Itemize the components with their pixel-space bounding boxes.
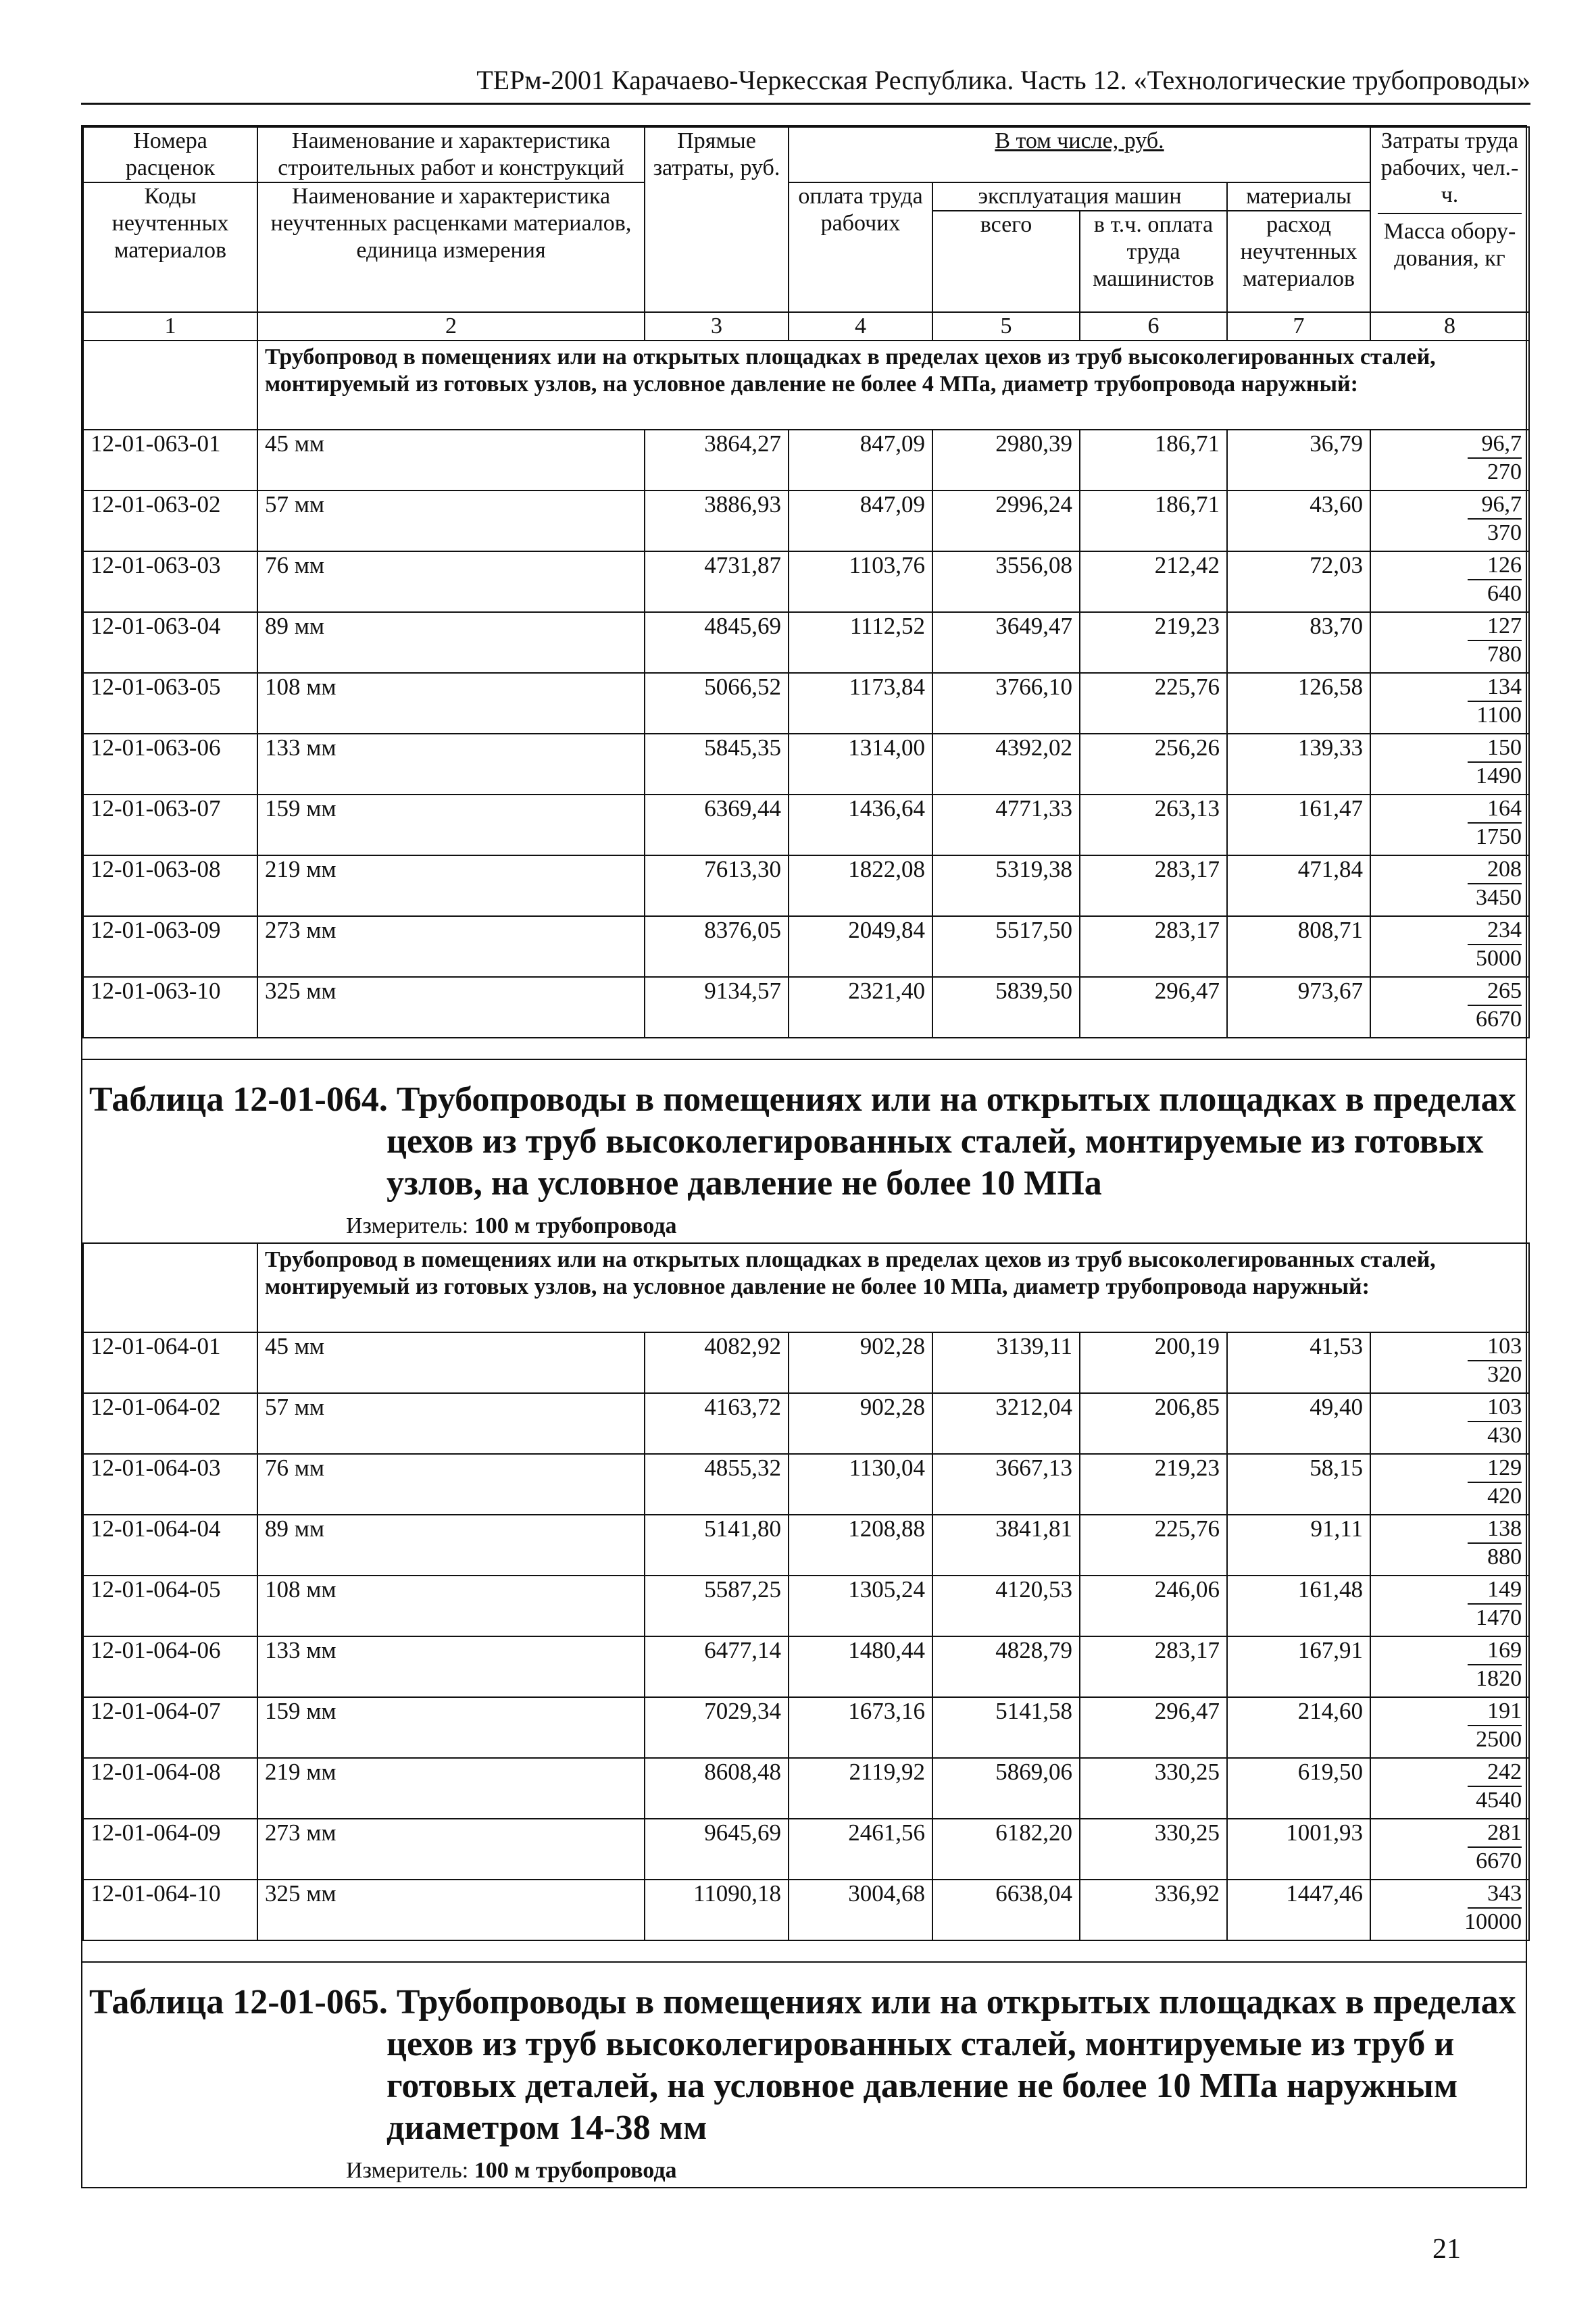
materials: 83,70 <box>1227 612 1370 673</box>
labor-pay: 902,28 <box>789 1393 932 1454</box>
header-col2-bottom: Наименование и характеристика неучтенных расценками материалов, единица измерения <box>257 182 645 312</box>
rate-code: 12-01-064-10 <box>83 1880 257 1940</box>
section-063 <box>83 341 1529 1038</box>
materials: 161,48 <box>1227 1576 1370 1636</box>
direct-costs: 3886,93 <box>645 491 789 551</box>
labor-hours-and-mass <box>1370 430 1529 491</box>
direct-costs: 5141,80 <box>645 1515 789 1576</box>
table-row <box>83 430 1529 491</box>
machines-labor: 246,06 <box>1080 1576 1227 1636</box>
rate-code: 12-01-064-07 <box>83 1697 257 1758</box>
table-row <box>83 734 1529 795</box>
equipment-mass: 320 <box>1487 1362 1522 1387</box>
machines-labor: 206,85 <box>1080 1393 1227 1454</box>
header-incl: В том числе, руб. <box>789 127 1370 182</box>
table-row <box>83 855 1529 916</box>
equipment-mass: 6670 <box>1476 1848 1522 1873</box>
machines-labor: 219,23 <box>1080 612 1227 673</box>
rate-code: 12-01-063-07 <box>83 795 257 855</box>
labor-hours-and-mass <box>1370 1697 1529 1758</box>
machines-labor: 212,42 <box>1080 551 1227 612</box>
materials: 214,60 <box>1227 1697 1370 1758</box>
column-number: 3 <box>645 312 789 341</box>
item-name: 89 мм <box>257 612 645 673</box>
materials: 36,79 <box>1227 430 1370 491</box>
item-name: 76 мм <box>257 1454 645 1515</box>
machines-labor: 283,17 <box>1080 916 1227 977</box>
machines-labor: 296,47 <box>1080 1697 1227 1758</box>
column-number: 1 <box>83 312 257 341</box>
labor-hours-and-mass <box>1370 491 1529 551</box>
direct-costs: 6477,14 <box>645 1636 789 1697</box>
materials: 1001,93 <box>1227 1819 1370 1880</box>
materials: 161,47 <box>1227 795 1370 855</box>
machines-total: 5319,38 <box>932 855 1080 916</box>
direct-costs: 9645,69 <box>645 1819 789 1880</box>
table-title-first: Трубопроводы в помещениях или на открытых площадках в пределах <box>396 1080 1516 1119</box>
machines-labor: 330,25 <box>1080 1758 1227 1819</box>
measure-value: 100 м трубопровода <box>474 2158 677 2183</box>
machines-labor: 219,23 <box>1080 1454 1227 1515</box>
labor-hours-and-mass <box>1370 855 1529 916</box>
direct-costs: 3864,27 <box>645 430 789 491</box>
page-number: 21 <box>1432 2234 1461 2265</box>
labor-hours-and-mass <box>1370 551 1529 612</box>
header-mass: Масса обору-дования, кг <box>1383 219 1516 271</box>
item-name: 76 мм <box>257 551 645 612</box>
equipment-mass: 1470 <box>1476 1605 1522 1630</box>
labor-hours: 134 <box>1468 674 1522 702</box>
equipment-mass: 780 <box>1487 642 1522 667</box>
labor-hours: 129 <box>1468 1455 1522 1483</box>
table-label: Таблица 12-01-065. <box>89 1983 388 2021</box>
header-materials-sub: расход неучтенных материалов <box>1227 211 1370 312</box>
materials: 49,40 <box>1227 1393 1370 1454</box>
item-name: 219 мм <box>257 855 645 916</box>
labor-hours: 138 <box>1468 1515 1522 1544</box>
labor-hours-and-mass <box>1370 1454 1529 1515</box>
labor-pay: 3004,68 <box>789 1880 932 1940</box>
section-blank <box>83 341 257 430</box>
machines-total: 5839,50 <box>932 977 1080 1038</box>
equipment-mass: 5000 <box>1476 946 1522 971</box>
machines-total: 4771,33 <box>932 795 1080 855</box>
header-labor-mass <box>1370 127 1529 312</box>
table-row <box>83 1393 1529 1454</box>
machines-labor: 283,17 <box>1080 855 1227 916</box>
item-name: 57 мм <box>257 1393 645 1454</box>
materials: 91,11 <box>1227 1515 1370 1576</box>
materials: 126,58 <box>1227 673 1370 734</box>
direct-costs: 8608,48 <box>645 1758 789 1819</box>
header-col1-bottom: Коды неучтенных материалов <box>83 182 257 312</box>
column-number: 8 <box>1370 312 1529 341</box>
table-row <box>83 1636 1529 1697</box>
header-materials: материалы <box>1227 182 1370 211</box>
table-title <box>82 1059 1526 1205</box>
machines-labor: 200,19 <box>1080 1332 1227 1393</box>
machines-total: 4828,79 <box>932 1636 1080 1697</box>
table-title <box>82 1961 1526 2149</box>
equipment-mass: 420 <box>1487 1484 1522 1509</box>
direct-costs: 7029,34 <box>645 1697 789 1758</box>
machines-labor: 336,92 <box>1080 1880 1227 1940</box>
item-name: 159 мм <box>257 1697 645 1758</box>
rate-code: 12-01-064-09 <box>83 1819 257 1880</box>
labor-hours: 103 <box>1468 1394 1522 1422</box>
direct-costs: 8376,05 <box>645 916 789 977</box>
direct-costs: 9134,57 <box>645 977 789 1038</box>
header-machines: эксплуатация машин <box>932 182 1227 211</box>
materials: 139,33 <box>1227 734 1370 795</box>
item-name: 108 мм <box>257 1576 645 1636</box>
equipment-mass: 2500 <box>1476 1727 1522 1752</box>
rate-code: 12-01-064-06 <box>83 1636 257 1697</box>
labor-hours: 103 <box>1468 1333 1522 1361</box>
column-number: 4 <box>789 312 932 341</box>
direct-costs: 4163,72 <box>645 1393 789 1454</box>
rate-code: 12-01-063-05 <box>83 673 257 734</box>
header-labor-costs: Затраты труда рабочих, чел.-ч. <box>1378 128 1522 214</box>
rate-code: 12-01-064-01 <box>83 1332 257 1393</box>
measure-label: Измеритель: <box>346 2158 469 2183</box>
item-name: 219 мм <box>257 1758 645 1819</box>
labor-hours: 96,7 <box>1468 491 1522 520</box>
direct-costs: 5587,25 <box>645 1576 789 1636</box>
labor-pay: 1673,16 <box>789 1697 932 1758</box>
item-name: 325 мм <box>257 1880 645 1940</box>
labor-hours-and-mass <box>1370 673 1529 734</box>
table-row <box>83 977 1529 1038</box>
section-title: Трубопровод в помещениях или на открытых площадках в пределах цехов из труб высоколегированных сталей, монтируемый из готовых узлов, на условное давление не более 10 МПа, диаметр трубопровода наружный: <box>257 1243 1529 1332</box>
labor-hours-and-mass <box>1370 1576 1529 1636</box>
table-row <box>83 795 1529 855</box>
direct-costs: 4855,32 <box>645 1454 789 1515</box>
measure-label: Измеритель: <box>346 1213 469 1238</box>
column-numbers-row <box>83 312 1529 341</box>
table-064-heading <box>82 1059 1526 1242</box>
machines-total: 4392,02 <box>932 734 1080 795</box>
machines-labor: 263,13 <box>1080 795 1227 855</box>
direct-costs: 4082,92 <box>645 1332 789 1393</box>
labor-pay: 2321,40 <box>789 977 932 1038</box>
table-row <box>83 1454 1529 1515</box>
table-title-rest: цехов из труб высоколегированных сталей, монтируемые из труб и готовых деталей, на условное давление не более 10 МПа наружным диаметром 14-38 мм <box>386 2025 1458 2147</box>
labor-pay: 2049,84 <box>789 916 932 977</box>
labor-hours-and-mass <box>1370 916 1529 977</box>
materials: 1447,46 <box>1227 1880 1370 1940</box>
materials: 58,15 <box>1227 1454 1370 1515</box>
table-row <box>83 491 1529 551</box>
labor-pay: 847,09 <box>789 491 932 551</box>
column-number: 5 <box>932 312 1080 341</box>
machines-total: 3212,04 <box>932 1393 1080 1454</box>
labor-pay: 1480,44 <box>789 1636 932 1697</box>
labor-pay: 1208,88 <box>789 1515 932 1576</box>
labor-pay: 1314,00 <box>789 734 932 795</box>
machines-total: 3841,81 <box>932 1515 1080 1576</box>
measure <box>82 2149 1526 2187</box>
header-labor-pay: оплата труда рабочих <box>789 182 932 312</box>
table-row <box>83 1819 1529 1880</box>
machines-total: 2980,39 <box>932 430 1080 491</box>
labor-hours-and-mass <box>1370 612 1529 673</box>
machines-labor: 186,71 <box>1080 430 1227 491</box>
machines-total: 3667,13 <box>932 1454 1080 1515</box>
labor-pay: 2461,56 <box>789 1819 932 1880</box>
item-name: 89 мм <box>257 1515 645 1576</box>
machines-total: 5517,50 <box>932 916 1080 977</box>
labor-pay: 847,09 <box>789 430 932 491</box>
equipment-mass: 370 <box>1487 520 1522 545</box>
machines-labor: 225,76 <box>1080 1515 1227 1576</box>
table-row <box>83 1576 1529 1636</box>
rate-code: 12-01-063-09 <box>83 916 257 977</box>
labor-hours-and-mass <box>1370 1819 1529 1880</box>
equipment-mass: 640 <box>1487 581 1522 606</box>
labor-hours-and-mass <box>1370 734 1529 795</box>
labor-hours-and-mass <box>1370 977 1529 1038</box>
header-machines-incl: в т.ч. оплата труда машинистов <box>1080 211 1227 312</box>
table-row <box>83 551 1529 612</box>
rate-code: 12-01-064-04 <box>83 1515 257 1576</box>
labor-hours: 164 <box>1468 795 1522 824</box>
labor-pay: 1103,76 <box>789 551 932 612</box>
table-065-heading <box>82 1961 1526 2187</box>
labor-hours: 191 <box>1468 1698 1522 1726</box>
materials: 167,91 <box>1227 1636 1370 1697</box>
table-label: Таблица 12-01-064. <box>89 1080 388 1119</box>
rate-code: 12-01-063-02 <box>83 491 257 551</box>
labor-hours-and-mass <box>1370 1332 1529 1393</box>
table-header <box>83 127 1529 341</box>
item-name: 45 мм <box>257 430 645 491</box>
materials: 43,60 <box>1227 491 1370 551</box>
equipment-mass: 430 <box>1487 1423 1522 1448</box>
item-name: 133 мм <box>257 1636 645 1697</box>
machines-total: 5141,58 <box>932 1697 1080 1758</box>
machines-total: 4120,53 <box>932 1576 1080 1636</box>
labor-hours-and-mass <box>1370 1758 1529 1819</box>
direct-costs: 6369,44 <box>645 795 789 855</box>
labor-hours: 343 <box>1468 1880 1522 1909</box>
machines-total: 6638,04 <box>932 1880 1080 1940</box>
equipment-mass: 1820 <box>1476 1666 1522 1691</box>
labor-pay: 1436,64 <box>789 795 932 855</box>
equipment-mass: 880 <box>1487 1544 1522 1569</box>
machines-labor: 283,17 <box>1080 1636 1227 1697</box>
item-name: 325 мм <box>257 977 645 1038</box>
direct-costs: 4731,87 <box>645 551 789 612</box>
machines-labor: 256,26 <box>1080 734 1227 795</box>
labor-pay: 2119,92 <box>789 1758 932 1819</box>
rate-code: 12-01-064-08 <box>83 1758 257 1819</box>
machines-total: 3766,10 <box>932 673 1080 734</box>
table-row <box>83 1758 1529 1819</box>
table-row <box>83 1697 1529 1758</box>
table-row <box>83 612 1529 673</box>
materials: 619,50 <box>1227 1758 1370 1819</box>
item-name: 159 мм <box>257 795 645 855</box>
labor-hours-and-mass <box>1370 1636 1529 1697</box>
labor-hours: 265 <box>1468 978 1522 1006</box>
labor-hours: 234 <box>1468 917 1522 945</box>
direct-costs: 5066,52 <box>645 673 789 734</box>
labor-hours: 169 <box>1468 1637 1522 1665</box>
item-name: 57 мм <box>257 491 645 551</box>
labor-hours-and-mass <box>1370 795 1529 855</box>
header-machines-total: всего <box>932 211 1080 312</box>
direct-costs: 11090,18 <box>645 1880 789 1940</box>
equipment-mass: 270 <box>1487 459 1522 484</box>
equipment-mass: 3450 <box>1476 885 1522 910</box>
labor-hours-and-mass <box>1370 1393 1529 1454</box>
materials: 41,53 <box>1227 1332 1370 1393</box>
machines-labor: 296,47 <box>1080 977 1227 1038</box>
direct-costs: 7613,30 <box>645 855 789 916</box>
rate-code: 12-01-063-08 <box>83 855 257 916</box>
rate-code: 12-01-063-04 <box>83 612 257 673</box>
equipment-mass: 1100 <box>1476 703 1522 728</box>
header-rule <box>81 103 1530 105</box>
column-number: 7 <box>1227 312 1370 341</box>
item-name: 273 мм <box>257 1819 645 1880</box>
table-title-first: Трубопроводы в помещениях или на открытых площадках в пределах <box>396 1983 1516 2021</box>
section-blank <box>83 1243 257 1332</box>
machines-total: 5869,06 <box>932 1758 1080 1819</box>
rate-code: 12-01-063-10 <box>83 977 257 1038</box>
rate-code: 12-01-063-01 <box>83 430 257 491</box>
equipment-mass: 1750 <box>1476 824 1522 849</box>
materials: 471,84 <box>1227 855 1370 916</box>
direct-costs: 5845,35 <box>645 734 789 795</box>
measure <box>82 1205 1526 1242</box>
machines-total: 2996,24 <box>932 491 1080 551</box>
labor-hours: 149 <box>1468 1576 1522 1605</box>
machines-labor: 225,76 <box>1080 673 1227 734</box>
table-row <box>83 916 1529 977</box>
materials: 808,71 <box>1227 916 1370 977</box>
equipment-mass: 1490 <box>1476 763 1522 788</box>
rate-code: 12-01-063-03 <box>83 551 257 612</box>
labor-hours: 96,7 <box>1468 430 1522 459</box>
column-number: 6 <box>1080 312 1227 341</box>
machines-total: 3556,08 <box>932 551 1080 612</box>
equipment-mass: 4540 <box>1476 1788 1522 1813</box>
section-title: Трубопровод в помещениях или на открытых площадках в пределах цехов из труб высоколегированных сталей, монтируемый из готовых узлов, на условное давление не более 4 МПа, диаметр трубопровода наружный: <box>257 341 1529 430</box>
labor-hours: 127 <box>1468 613 1522 641</box>
direct-costs: 4845,69 <box>645 612 789 673</box>
item-name: 108 мм <box>257 673 645 734</box>
running-header: ТЕРм-2001 Карачаево-Черкесская Республика. Часть 12. «Технологические трубопроводы» <box>476 65 1530 95</box>
labor-hours-and-mass <box>1370 1515 1529 1576</box>
table-row <box>83 1880 1529 1940</box>
labor-hours: 126 <box>1468 552 1522 580</box>
table-title-rest: цехов из труб высоколегированных сталей, монтируемые из готовых узлов, на условное давление не более 10 МПа <box>386 1122 1484 1203</box>
rate-code: 12-01-063-06 <box>83 734 257 795</box>
equipment-mass: 6670 <box>1476 1007 1522 1032</box>
header-direct-costs: Прямые затраты, руб. <box>645 127 789 312</box>
equipment-mass: 10000 <box>1464 1909 1522 1934</box>
machines-total: 3649,47 <box>932 612 1080 673</box>
labor-pay: 1822,08 <box>789 855 932 916</box>
labor-pay: 1112,52 <box>789 612 932 673</box>
table-row <box>83 1332 1529 1393</box>
item-name: 45 мм <box>257 1332 645 1393</box>
header-col1-top: Номера расценок <box>83 127 257 182</box>
section-064 <box>83 1243 1529 1940</box>
machines-labor: 330,25 <box>1080 1819 1227 1880</box>
labor-hours: 208 <box>1468 856 1522 884</box>
materials: 973,67 <box>1227 977 1370 1038</box>
item-name: 133 мм <box>257 734 645 795</box>
labor-pay: 1130,04 <box>789 1454 932 1515</box>
document-frame <box>81 125 1527 2188</box>
column-number: 2 <box>257 312 645 341</box>
machines-total: 3139,11 <box>932 1332 1080 1393</box>
labor-hours: 242 <box>1468 1759 1522 1787</box>
rate-code: 12-01-064-02 <box>83 1393 257 1454</box>
measure-value: 100 м трубопровода <box>474 1213 677 1238</box>
table-row <box>83 673 1529 734</box>
materials: 72,03 <box>1227 551 1370 612</box>
item-name: 273 мм <box>257 916 645 977</box>
machines-total: 6182,20 <box>932 1819 1080 1880</box>
price-table-064 <box>82 1242 1530 1941</box>
rate-code: 12-01-064-03 <box>83 1454 257 1515</box>
labor-hours-and-mass <box>1370 1880 1529 1940</box>
price-table <box>82 126 1530 1038</box>
labor-hours: 150 <box>1468 734 1522 763</box>
rate-code: 12-01-064-05 <box>83 1576 257 1636</box>
header-col2-top: Наименование и характеристика строительных работ и конструкций <box>257 127 645 182</box>
labor-hours: 281 <box>1468 1819 1522 1848</box>
machines-labor: 186,71 <box>1080 491 1227 551</box>
labor-pay: 1305,24 <box>789 1576 932 1636</box>
table-row <box>83 1515 1529 1576</box>
labor-pay: 902,28 <box>789 1332 932 1393</box>
labor-pay: 1173,84 <box>789 673 932 734</box>
